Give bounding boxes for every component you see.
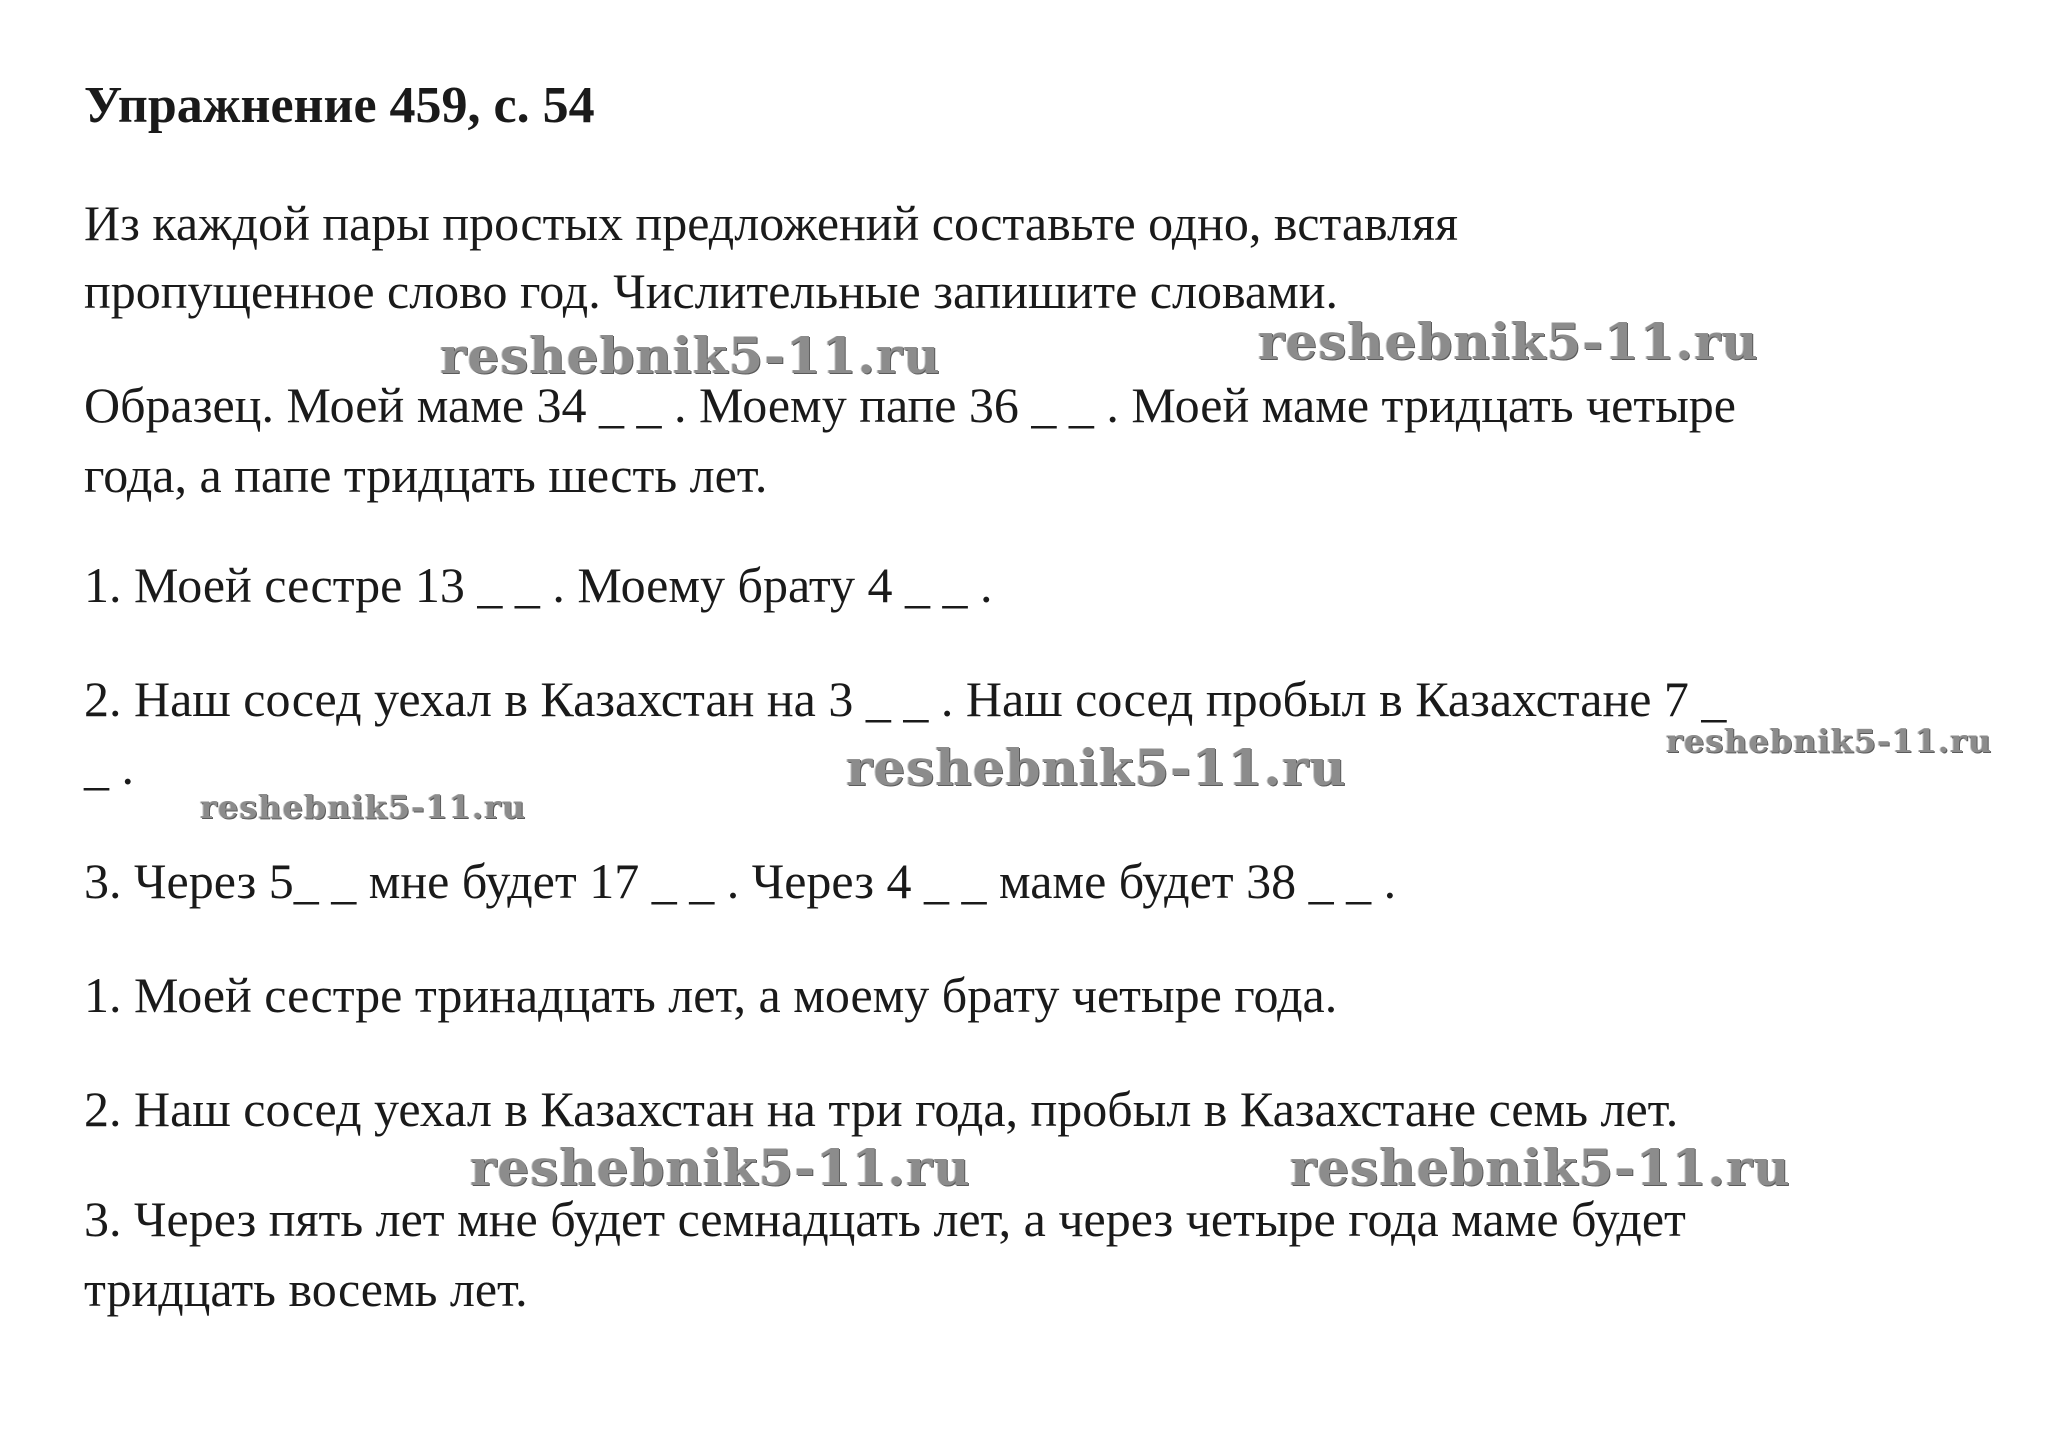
answer-item-3-line-1: 3. Через пять лет мне будет семнадцать лет, а через четыре года маме будет bbox=[84, 1191, 1686, 1247]
watermark: reshebnik5-11.ru bbox=[1290, 1138, 1791, 1197]
answer-item-1: 1. Моей сестре тринадцать лет, а моему брату четыре года. bbox=[84, 967, 1338, 1023]
exercise-item-3: 3. Через 5_ _ мне будет 17 _ _ . Через 4 _ _ маме будет 38 _ _ . bbox=[84, 853, 1397, 909]
watermark: reshebnik5-11.ru bbox=[1666, 722, 1993, 760]
exercise-item-2-line-1: 2. Наш сосед уехал в Казахстан на 3 _ _ . Наш сосед пробыл в Казахстане 7 _ bbox=[84, 671, 1727, 727]
answer-item-2: 2. Наш сосед уехал в Казахстан на три года, пробыл в Казахстане семь лет. bbox=[84, 1081, 1679, 1137]
watermark: reshebnik5-11.ru bbox=[200, 788, 527, 826]
watermark: reshebnik5-11.ru bbox=[440, 326, 941, 385]
sample-line-2: года, а папе тридцать шесть лет. bbox=[84, 447, 768, 503]
exercise-item-2-line-2: _ . bbox=[84, 739, 134, 795]
answer-item-3-line-2: тридцать восемь лет. bbox=[84, 1261, 528, 1317]
task-line-1: Из каждой пары простых предложений составьте одно, вставляя bbox=[84, 195, 1458, 251]
sample-line-1: Образец. Моей маме 34 _ _ . Моему папе 36 _ _ . Моей маме тридцать четыре bbox=[84, 377, 1736, 433]
watermark: reshebnik5-11.ru bbox=[470, 1138, 971, 1197]
task-line-2: пропущенное слово год. Числительные запишите словами. bbox=[84, 263, 1338, 319]
exercise-item-1: 1. Моей сестре 13 _ _ . Моему брату 4 _ _ . bbox=[84, 557, 993, 613]
exercise-title: Упражнение 459, с. 54 bbox=[84, 77, 595, 134]
watermark: reshebnik5-11.ru bbox=[1258, 312, 1759, 371]
watermark: reshebnik5-11.ru bbox=[846, 738, 1347, 797]
